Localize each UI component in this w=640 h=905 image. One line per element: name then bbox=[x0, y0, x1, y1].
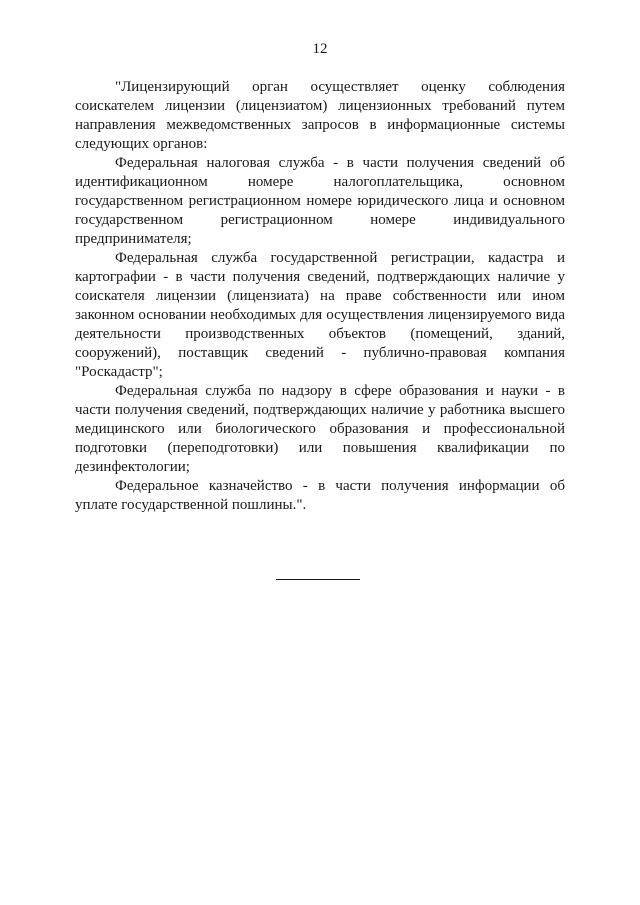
paragraph-treasury: Федеральное казначейство - в части получения информации об уплате государственной пошлины.". bbox=[75, 478, 565, 513]
paragraph-tax-service: Федеральная налоговая служба - в части получения сведений об идентификационном номере налогоплательщика, основном государственном регистрационном номере юридического лица и основном государственном регистрационном номере индивидуального предпринимателя; bbox=[75, 155, 565, 247]
page-number: 12 bbox=[312, 41, 328, 57]
paragraph-intro: "Лицензирующий орган осуществляет оценку соблюдения соискателем лицензии (лицензиатом) лицензионных требований путем направления межведомственных запросов в информационные системы следующих органов: bbox=[75, 79, 565, 152]
document-body bbox=[75, 78, 565, 515]
end-separator-line bbox=[276, 579, 360, 580]
paragraph-rosobrnadzor: Федеральная служба по надзору в сфере образования и науки - в части получения сведений, подтверждающих наличие у работника высшего медицинского или биологического образования и профессиональной подготовки (переподготовки) или повышения квалификации по дезинфектологии; bbox=[75, 383, 565, 475]
paragraph-rosreestr: Федеральная служба государственной регистрации, кадастра и картографии - в части получения сведений, подтверждающих наличие у соискателя лицензии (лицензиата) на праве собственности или ином законном основании необходимых для осуществления лицензируемого вида деятельности производственных объектов (помещений, зданий, сооружений), поставщик сведений - публично-правовая компания "Роскадастр"; bbox=[75, 250, 565, 380]
